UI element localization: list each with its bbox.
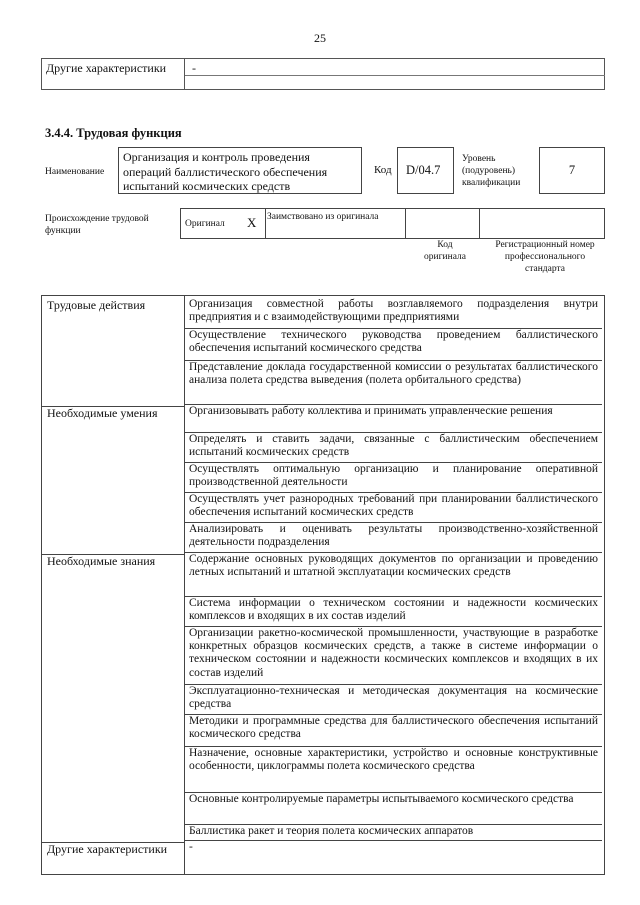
table-row: Система информации о техническом состоянии и надежности космических комплексов и входящих в их состав изделий	[185, 596, 602, 626]
table-row: Организации ракетно-космической промышленности, участвующие в разработке конкретных образцов космических средств, а также в системе информации о техническом состоянии и надежности космических комплексов и входящих в их состав изделий	[185, 626, 602, 684]
code-original-label: Код оригинала	[424, 240, 466, 262]
table-row: Анализировать и оценивать результаты производственно-хозяйственной деятельности подразделения	[185, 522, 602, 552]
function-details-table	[41, 295, 605, 875]
table-row: Эксплуатационно-техническая и методическая документация на космические средства	[185, 684, 602, 714]
table-row: Осуществление технического руководства проведением баллистического обеспечения испытаний космического средства	[185, 328, 602, 360]
borrowed-label: Заимствовано из оригинала	[267, 212, 379, 222]
code-label: Код	[374, 164, 392, 176]
origin-divider	[405, 209, 406, 238]
name-label: Наименование	[45, 167, 105, 177]
category-knowledge: Необходимые знания	[42, 554, 184, 568]
level-label: Уровень (подуровень) квалификации	[462, 154, 521, 188]
origin-divider	[265, 209, 266, 238]
table-row: Определять и ставить задачи, связанные с баллистическим обеспечением испытаний космических средств	[185, 432, 602, 462]
function-code: D/04.7	[397, 147, 454, 194]
table-row: Представление доклада государственной комиссии о результатах баллистического анализа полета средства выведения (полета орбитального средства)	[185, 360, 602, 404]
table-row: Организовывать работу коллектива и принимать управленческие решения	[185, 404, 602, 432]
other-characteristics-label: Другие характеристики	[42, 59, 185, 89]
page-number: 25	[314, 31, 326, 45]
table-row: Осуществлять учет разнородных требований при планировании баллистического обеспечения испытаний космических средств	[185, 492, 602, 522]
table-row: Назначение, основные характеристики, устройство и основные конструктивные особенности, циклограммы полета космического средства	[185, 746, 602, 792]
table-row: Методики и программные средства для баллистического обеспечения испытаний космического средства	[185, 714, 602, 746]
origin-label: Происхождение трудовой функции	[45, 214, 149, 236]
original-label: Оригинал	[185, 219, 225, 229]
category-other: Другие характеристики	[42, 842, 184, 856]
category-skills: Необходимые умения	[42, 406, 184, 420]
origin-divider	[479, 209, 480, 238]
category-labor-actions: Трудовые действия	[47, 298, 146, 312]
original-mark: X	[247, 215, 257, 230]
table-row: Основные контролируемые параметры испытываемого космического средства	[185, 792, 602, 824]
table-row: Осуществлять оптимальную организацию и планирование оперативной производственной деятельности	[185, 462, 602, 492]
function-name: Организация и контроль проведения операций баллистического обеспечения испытаний космических средств	[118, 147, 362, 194]
other-characteristics-value: -	[192, 61, 196, 75]
other-characteristics-table	[41, 58, 605, 90]
table-row: Организация совместной работы возглавляемого подразделения внутри предприятия и с взаимодействующими предприятиями	[189, 298, 598, 324]
table-row: Баллистика ракет и теория полета космических аппаратов	[185, 824, 602, 840]
table-row: Содержание основных руководящих документов по организации и проведению летных испытаний и штатной эксплуатации космических средств	[185, 552, 602, 596]
qualification-level: 7	[539, 147, 605, 194]
table-divider	[185, 75, 605, 76]
table-row: -	[185, 840, 602, 874]
section-title: 3.4.4. Трудовая функция	[45, 126, 182, 140]
reg-number-label: Регистрационный номер профессионального стандарта	[495, 240, 595, 274]
